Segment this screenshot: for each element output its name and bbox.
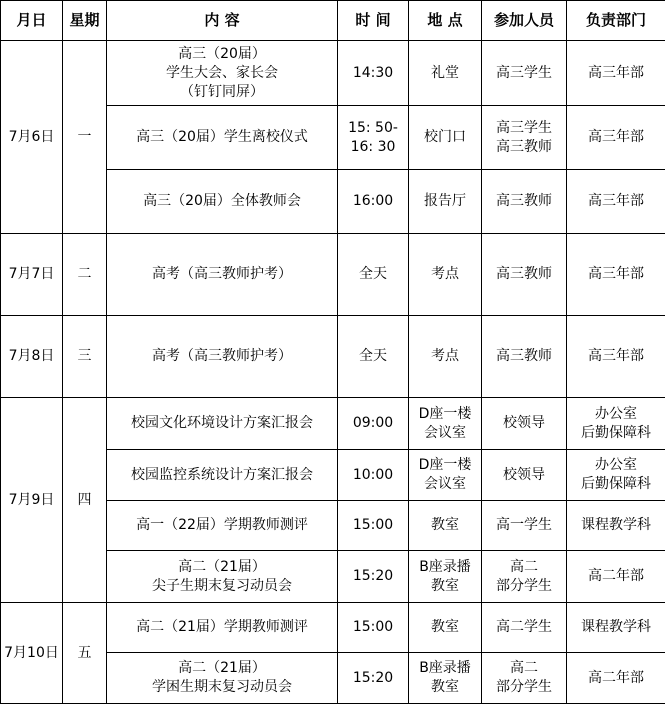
place-cell: B座录播 教室	[409, 653, 482, 704]
place-cell: B座录播 教室	[409, 551, 482, 603]
participants-cell: 高二 部分学生	[482, 653, 567, 704]
place-cell: 教室	[409, 603, 482, 653]
participants-cell: 高二学生	[482, 603, 567, 653]
date-cell: 7月8日	[1, 316, 63, 398]
content-cell: 高二（21届） 尖子生期末复习动员会	[107, 551, 338, 603]
time-cell: 15:20	[338, 551, 409, 603]
place-cell: D座一楼 会议室	[409, 398, 482, 450]
department-cell: 高二年部	[567, 653, 665, 704]
weekday-cell: 四	[63, 398, 107, 603]
content-cell: 高考（高三教师护考）	[107, 316, 338, 398]
place-cell: 考点	[409, 316, 482, 398]
time-cell: 15: 50- 16: 30	[338, 106, 409, 170]
time-cell: 全天	[338, 316, 409, 398]
time-cell: 16:00	[338, 170, 409, 234]
table-row	[1, 603, 665, 653]
weekday-cell: 三	[63, 316, 107, 398]
content-cell: 校园监控系统设计方案汇报会	[107, 450, 338, 501]
place-cell: 礼堂	[409, 41, 482, 106]
content-cell: 高三（20届） 学生大会、家长会 （钉钉同屏）	[107, 41, 338, 106]
participants-cell: 校领导	[482, 398, 567, 450]
department-cell: 高三年部	[567, 106, 665, 170]
place-cell: 考点	[409, 234, 482, 316]
department-cell: 高三年部	[567, 41, 665, 106]
place-cell: D座一楼 会议室	[409, 450, 482, 501]
time-cell: 15:00	[338, 501, 409, 551]
participants-cell: 高二 部分学生	[482, 551, 567, 603]
weekday-cell: 五	[63, 603, 107, 704]
header-weekday: 星期	[63, 1, 107, 41]
participants-cell: 高三教师	[482, 316, 567, 398]
place-cell: 教室	[409, 501, 482, 551]
header-participants: 参加人员	[482, 1, 567, 41]
weekday-cell: 一	[63, 41, 107, 234]
department-cell: 高三年部	[567, 170, 665, 234]
department-cell: 高三年部	[567, 316, 665, 398]
date-cell: 7月10日	[1, 603, 63, 704]
content-cell: 高二（21届） 学困生期末复习动员会	[107, 653, 338, 704]
department-cell: 高三年部	[567, 234, 665, 316]
time-cell: 15:00	[338, 603, 409, 653]
participants-cell: 高三学生 高三教师	[482, 106, 567, 170]
header-department: 负责部门	[567, 1, 665, 41]
header-row	[1, 1, 665, 41]
content-cell: 高三（20届）全体教师会	[107, 170, 338, 234]
content-cell: 校园文化环境设计方案汇报会	[107, 398, 338, 450]
date-cell: 7月7日	[1, 234, 63, 316]
department-cell: 办公室 后勤保障科	[567, 398, 665, 450]
content-cell: 高二（21届）学期教师测评	[107, 603, 338, 653]
table-row	[1, 234, 665, 316]
weekday-cell: 二	[63, 234, 107, 316]
place-cell: 报告厅	[409, 170, 482, 234]
time-cell: 09:00	[338, 398, 409, 450]
time-cell: 14:30	[338, 41, 409, 106]
participants-cell: 高三学生	[482, 41, 567, 106]
participants-cell: 高一学生	[482, 501, 567, 551]
participants-cell: 高三教师	[482, 170, 567, 234]
time-cell: 10:00	[338, 450, 409, 501]
content-cell: 高一（22届）学期教师测评	[107, 501, 338, 551]
header-content: 内 容	[107, 1, 338, 41]
time-cell: 全天	[338, 234, 409, 316]
department-cell: 课程教学科	[567, 603, 665, 653]
time-cell: 15:20	[338, 653, 409, 704]
table-row	[1, 398, 665, 450]
content-cell: 高考（高三教师护考）	[107, 234, 338, 316]
participants-cell: 校领导	[482, 450, 567, 501]
header-place: 地 点	[409, 1, 482, 41]
place-cell: 校门口	[409, 106, 482, 170]
department-cell: 办公室 后勤保障科	[567, 450, 665, 501]
content-cell: 高三（20届）学生离校仪式	[107, 106, 338, 170]
table-row	[1, 41, 665, 106]
date-cell: 7月9日	[1, 398, 63, 603]
department-cell: 课程教学科	[567, 501, 665, 551]
participants-cell: 高三教师	[482, 234, 567, 316]
department-cell: 高二年部	[567, 551, 665, 603]
date-cell: 7月6日	[1, 41, 63, 234]
header-time: 时 间	[338, 1, 409, 41]
table-row	[1, 316, 665, 398]
header-date: 月日	[1, 1, 63, 41]
